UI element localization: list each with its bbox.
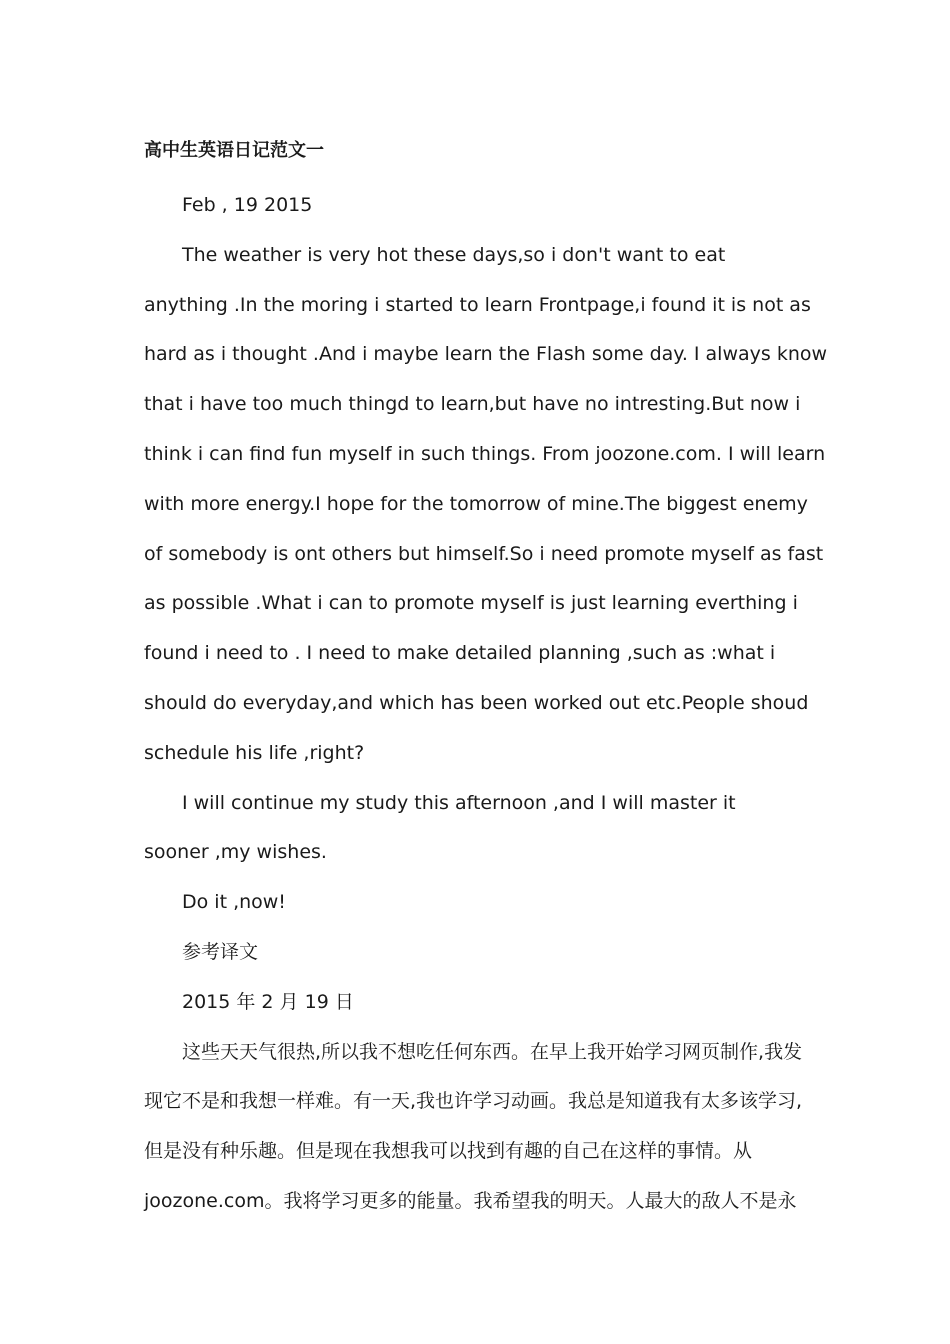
body-line: found i need to . I need to make detailed planning ,such as :what i <box>144 642 776 665</box>
body-line: should do everyday,and which has been worked out etc.People shoud <box>144 691 809 714</box>
continue-paragraph <box>144 779 808 879</box>
translation-line: joozone.com。我将学习更多的能量。我希望我的明天。人最大的敌人不是永 <box>144 1189 797 1212</box>
continue-line: I will continue my study this afternoon ,and I will master it <box>182 791 736 814</box>
body-line: The weather is very hot these days,so i don't want to eat <box>182 243 726 266</box>
body-line: as possible .What i can to promote myself is just learning everthing i <box>144 592 798 615</box>
body-line: that i have too much thingd to learn,but have no intresting.But now i <box>144 393 801 416</box>
diary-body <box>144 231 828 779</box>
translation-body <box>144 1028 808 1227</box>
document-title: 高中生英语日记范文一 <box>144 140 324 161</box>
body-line: hard as i thought .And i maybe learn the Flash some day. I always know <box>144 343 828 366</box>
diary-date: Feb , 19 2015 <box>182 194 313 216</box>
translation-date: 2015 年 2 月 19 日 <box>182 990 354 1013</box>
translation-heading: 参考译文 <box>182 940 259 963</box>
body-line: with more energy.I hope for the tomorrow of mine.The biggest enemy <box>144 492 808 515</box>
body-line: schedule his life ,right? <box>144 741 365 764</box>
continue-line: sooner ,my wishes. <box>144 841 327 864</box>
translation-line: 但是没有种乐趣。但是现在我想我可以找到有趣的自己在这样的事情。从 <box>144 1140 753 1163</box>
body-line: think i can find fun myself in such things. From joozone.com. I will learn <box>144 442 826 465</box>
document-page <box>144 132 828 1227</box>
translation-line: 这些天天气很热,所以我不想吃任何东西。在早上我开始学习网页制作,我发 <box>182 1040 803 1063</box>
translation-line: 现它不是和我想一样难。有一天,我也许学习动画。我总是知道我有太多该学习, <box>144 1090 803 1113</box>
body-line: anything .In the moring i started to learn Frontpage,i found it is not as <box>144 293 811 316</box>
closing-line: Do it ,now! <box>182 891 286 914</box>
body-line: of somebody is ont others but himself.So i need promote myself as fast <box>144 542 824 565</box>
